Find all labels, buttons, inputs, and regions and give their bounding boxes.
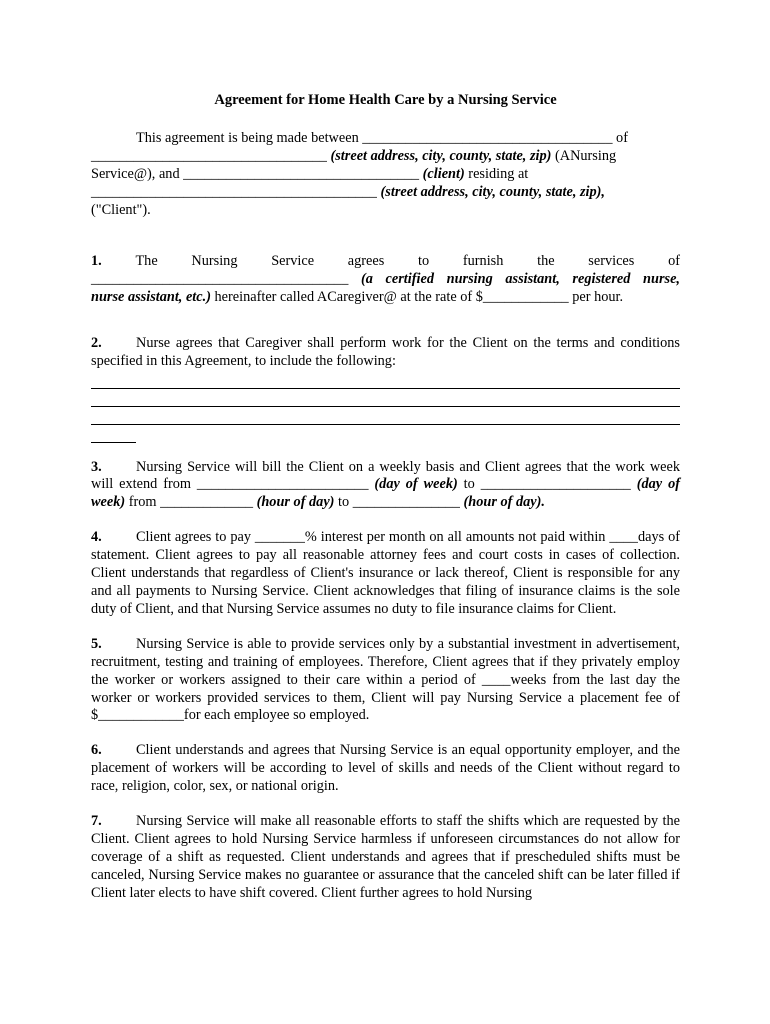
section-6-text: Client understands and agrees that Nursing Service is an equal opportunity employer, and the placement of workers will be according to level of skills and needs of the Client without regard to race, religion, color, sex, or national origin. <box>91 742 680 795</box>
section-4-text: Client agrees to pay _______% interest per month on all amounts not paid within ____days of statement. Client agrees to pay all reasonable attorney fees and court costs in cases of collection. Client understands that regardless of Client's insurance or lack thereof, Client is responsible for any and all payments to Nursing Service. Client acknowledges that filing of insurance claims is the sole duty of Client, and that Nursing Service assumes no duty to file insurance claims for Client. <box>91 529 680 617</box>
intro-client-label: (client) <box>422 165 465 182</box>
word: The <box>135 253 158 270</box>
blank-line <box>91 371 680 389</box>
section-3-text: to _____________________ <box>457 476 637 493</box>
section-7-text: Nursing Service will make all reasonable efforts to staff the shifts which are requested by the Client. Client agrees to hold Nursing Service harmless if unforeseen circumstances do not allow for coverage of a shift as requested. Client understands and agrees that if prescheduled shifts must be canceled, Nursing Service makes no guarantee or assurance that the canceled shift can be later filled if Client later elects to have shift covered. Client further agrees to hold Nursing <box>91 813 680 901</box>
intro-nursing-label: (ANursing <box>551 147 617 164</box>
section-2-text: Nurse agrees that Caregiver shall perform work for the Client on the terms and conditions specified in this Agreement, to include the following: <box>91 335 680 370</box>
intro-address-label-2: (street address, city, county, state, zip), <box>380 183 606 200</box>
intro-client-quote: ("Client"). <box>91 201 151 218</box>
section-1-role-label: (a certified nursing assistant, registered nurse, <box>361 271 680 288</box>
section-6-number: 6. <box>91 742 102 759</box>
intro-residing: residing at <box>464 165 529 182</box>
section-4-number: 4. <box>91 529 102 546</box>
blank-line <box>91 407 680 425</box>
word: to <box>418 253 430 270</box>
intro-paragraph <box>91 130 680 220</box>
section-3-text: Nursing Service will bill the Client on a weekly basis and Client agrees that the work week will extend from ________________________ <box>91 458 680 493</box>
section-5 <box>91 636 680 726</box>
section-3-text: from _____________ <box>125 494 257 511</box>
section-1-blank: ____________________________________ <box>91 271 361 288</box>
section-3 <box>91 459 680 513</box>
section-1-number: 1. <box>91 253 102 270</box>
section-2 <box>91 335 680 442</box>
document-page <box>91 92 680 903</box>
section-3-text: to _______________ <box>334 494 464 511</box>
intro-address-label: (street address, city, county, state, zip) <box>330 147 552 164</box>
section-7 <box>91 813 680 903</box>
section-3-number: 3. <box>91 458 102 475</box>
word: Service <box>271 253 315 270</box>
section-1-role-label-2: nurse assistant, etc.) <box>91 289 211 306</box>
intro-blank-a: _________________________________ <box>91 147 331 164</box>
blank-line <box>91 389 680 407</box>
section-5-number: 5. <box>91 635 102 652</box>
section-5-text: Nursing Service is able to provide services only by a substantial investment in advertisement, recruitment, testing and training of employees. Therefore, Client agrees that if they privately employ the worker or workers assigned to their care within a period of ____weeks from the last day the worker or workers provided services to them, Client will pay Nursing Service a placement fee of $____________for each employee so employed. <box>91 635 680 724</box>
word: the <box>537 253 555 270</box>
word: agrees <box>347 253 385 270</box>
word: furnish <box>462 253 504 270</box>
section-3-label: (day of week) <box>374 476 458 493</box>
section-3-label: (hour of day). <box>463 494 545 511</box>
blank-line <box>91 425 136 443</box>
word: services <box>588 253 635 270</box>
section-1 <box>91 253 680 307</box>
intro-line-1: This agreement is being made between ___________________________________ of <box>136 129 628 146</box>
section-7-number: 7. <box>91 813 102 830</box>
section-1-rate: hereinafter called ACaregiver@ at the rate of $____________ per hour. <box>210 289 624 306</box>
section-4 <box>91 529 680 619</box>
intro-blank-b: ________________________________________ <box>91 183 381 200</box>
word: of <box>668 253 680 270</box>
intro-service-and: Service@), and _________________________________ <box>91 165 423 182</box>
word: Nursing <box>191 253 238 270</box>
section-1-line-1 <box>91 253 680 271</box>
section-2-number: 2. <box>91 335 102 352</box>
section-6 <box>91 742 680 796</box>
document-title: Agreement for Home Health Care by a Nursing Service <box>214 92 557 108</box>
section-3-label: (hour of day) <box>256 494 335 511</box>
section-3-label: (day of week) <box>91 476 680 511</box>
